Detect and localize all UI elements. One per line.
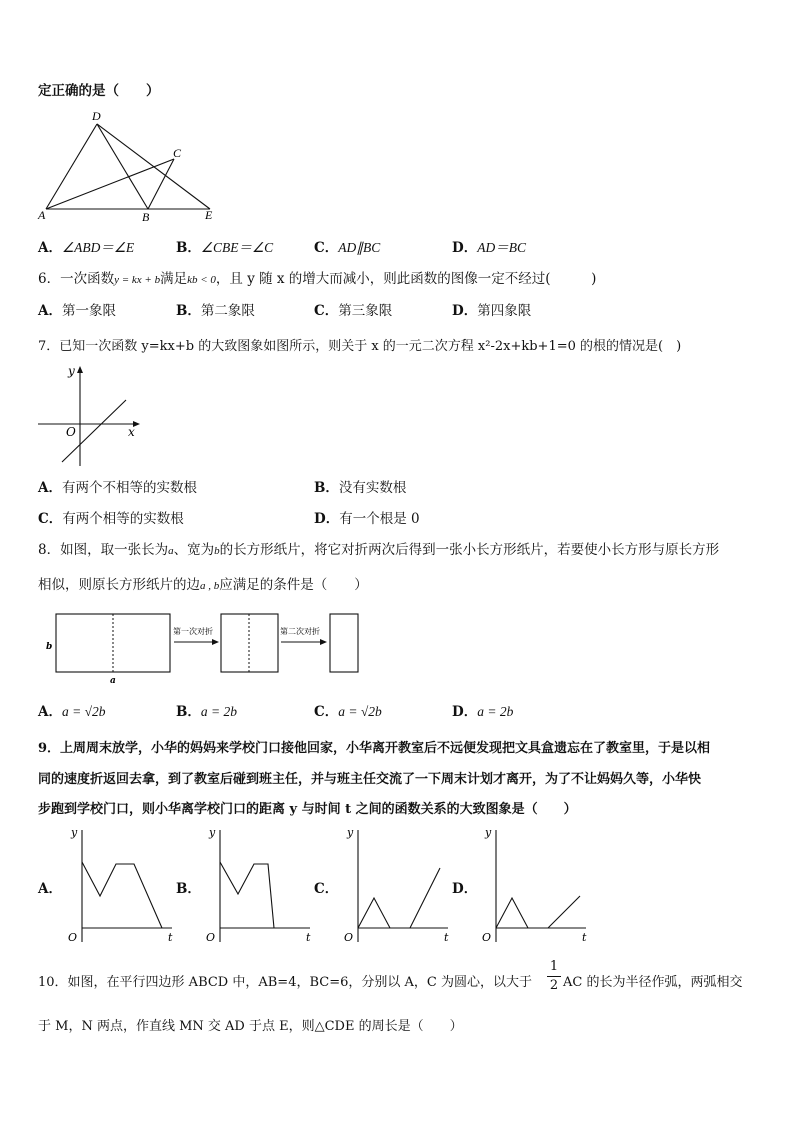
q5-option-b-key: B． [176, 240, 201, 256]
q9-stem-line-2: 同的速度折返回去拿，到了教室后碰到班主任，并与班主任交流了一下周末计划才离开，为了不让妈妈久等，小华快 [38, 772, 702, 787]
q8-stem-2a: 相似，则原长方形纸片的边 [38, 577, 200, 593]
q9-d-label-y: y [485, 826, 492, 839]
q7-option-d-text: 有一个根是 0 [339, 511, 420, 527]
q10-fraction-num: 1 [549, 959, 559, 974]
q6-option-c-text: 第三象限 [338, 303, 393, 319]
q9-a-label-o: O [68, 931, 78, 944]
q9-option-c-graph[interactable] [336, 824, 456, 946]
q9-c-label-y: y [347, 826, 354, 839]
q5-option-c[interactable] [314, 239, 380, 257]
q6-option-d-text: 第四象限 [477, 303, 532, 319]
q7-option-d-key: D． [314, 511, 340, 527]
q9-option-c-key[interactable]: C． [314, 881, 339, 897]
q9-stem-line-3: 步跑到学校门口，则小华离学校门口的距离 y 与时间 t 之间的函数关系的大致图象是（ ） [38, 802, 577, 817]
q7-option-a[interactable] [38, 479, 197, 497]
q5-option-d[interactable] [452, 239, 526, 257]
q8-option-b[interactable] [176, 703, 237, 721]
q10-fraction-bar [547, 976, 561, 977]
q5-option-d-text: AD＝BC [477, 240, 526, 255]
q6-option-b[interactable] [176, 302, 255, 320]
q8-option-b-text: a = 2b [200, 704, 238, 719]
q6-option-b-text: 第二象限 [200, 303, 255, 319]
q6-option-d-key: D． [452, 303, 478, 319]
q6-formula-1: y = kx + b [114, 274, 161, 286]
q8-stem-2b: 应满足的条件是（ ） [219, 577, 368, 593]
q7-label-o: O [66, 425, 76, 439]
q7-label-y: y [68, 364, 75, 378]
q6-stem [38, 270, 596, 289]
q7-option-b-text: 没有实数根 [338, 480, 407, 496]
q5-option-a[interactable] [38, 239, 134, 257]
q8-option-b-key: B． [176, 704, 201, 720]
q8-fold-1-label: 第一次对折 [173, 627, 213, 636]
q5-option-c-text: AD∥BC [338, 240, 381, 255]
q9-c-label-t: t [444, 931, 449, 944]
q6-option-a-key: A． [38, 303, 62, 319]
q5-label-b: B [142, 210, 150, 224]
q9-b-label-y: y [209, 826, 216, 839]
q8-option-c-key: C． [314, 704, 339, 720]
q5-label-a: A [38, 208, 46, 222]
q9-option-b-graph[interactable] [198, 824, 318, 946]
q7-stem: 7．已知一次函数 y=kx+b 的大致图象如图所示，则关于 x 的一元二次方程 x²-2x+kb+1=0 的根的情况是( ) [38, 339, 682, 354]
q8-option-c-text: a = √2b [338, 704, 382, 719]
q8-option-d[interactable] [452, 703, 513, 721]
q8-var-a: a [168, 545, 174, 557]
q6-option-c-key: C． [314, 303, 339, 319]
q7-option-b[interactable] [314, 479, 406, 497]
q5-label-e: E [205, 208, 213, 222]
q10-stem-line-1 [38, 974, 532, 992]
q8-option-d-key: D． [452, 704, 478, 720]
q6-option-c[interactable] [314, 302, 392, 320]
q8-stem-1a: 8．如图，取一张长为 [38, 542, 169, 558]
q10-fraction-den: 2 [549, 978, 559, 993]
q9-stem-line-1: 9．上周周末放学，小华的妈妈来学校门口接他回家，小华离开教室后不远便发现把文具盒遗忘在了教室里，于是以相 [38, 741, 711, 756]
q7-figure [36, 362, 146, 468]
q10-stem-line-2: 于 M，N 两点，作直线 MN 交 AD 于点 E，则△CDE 的周长是（ ） [38, 1019, 463, 1034]
q9-option-d-graph[interactable] [474, 824, 594, 946]
q7-option-a-text: 有两个不相等的实数根 [61, 480, 197, 496]
q8-option-a-text: a = √2b [61, 704, 106, 719]
q9-c-label-o: O [344, 931, 354, 944]
q9-option-a-graph[interactable] [60, 824, 180, 946]
q9-option-b-key[interactable]: B． [176, 881, 201, 897]
q5-option-b-text: ∠CBE＝∠C [200, 240, 274, 255]
q6-formula-2: kb < 0 [187, 274, 216, 286]
q9-b-label-o: O [206, 931, 216, 944]
q8-figure [40, 606, 370, 686]
q9-d-label-t: t [582, 931, 587, 944]
q5-option-a-text: ∠ABD＝∠E [61, 240, 135, 255]
q6-stem-b: 满足 [160, 271, 188, 287]
q5-stem-tail: 定正确的是（ ） [38, 83, 160, 99]
q8-label-b: b [46, 642, 53, 652]
q8-option-d-text: a = 2b [477, 704, 514, 719]
q7-option-c[interactable] [38, 510, 184, 528]
q10-stem-1a: 10．如图，在平行四边形 ABCD 中，AB=4，BC=6，分别以 A，C 为圆心，以大于 [38, 975, 532, 990]
q7-option-d[interactable] [314, 510, 420, 528]
q8-stem-1b: 、宽为 [173, 542, 215, 558]
q7-option-b-key: B． [314, 480, 339, 496]
q6-option-a-text: 第一象限 [61, 303, 116, 319]
q7-option-c-key: C． [38, 511, 63, 527]
q6-option-d[interactable] [452, 302, 531, 320]
q5-option-d-key: D． [452, 240, 478, 256]
q8-option-a-key: A． [38, 704, 62, 720]
q9-d-label-o: O [482, 931, 492, 944]
q7-option-c-text: 有两个相等的实数根 [62, 511, 184, 527]
q10-fraction [547, 959, 561, 994]
q5-label-c: C [173, 146, 182, 160]
q5-figure [36, 108, 222, 226]
q9-option-d-key[interactable]: D． [452, 881, 478, 897]
q9-a-label-t: t [168, 931, 173, 944]
q8-var-ab: a , b [200, 580, 220, 592]
q8-var-b: b [214, 545, 220, 557]
q5-option-b[interactable] [176, 239, 273, 257]
q6-option-b-key: B． [176, 303, 201, 319]
q9-b-label-t: t [306, 931, 311, 944]
q8-stem-1c: 的长方形纸片，将它对折两次后得到一张小长方形纸片，若要使小长方形与原长方形 [219, 542, 720, 558]
q6-option-a[interactable] [38, 302, 116, 320]
q9-a-label-y: y [71, 826, 78, 839]
q8-stem-line-2 [38, 576, 368, 595]
q6-stem-a: 6．一次函数 [38, 271, 115, 287]
q10-stem-line-1b: AC 的长为半径作弧，两弧相交 [563, 975, 743, 990]
q8-option-a[interactable] [38, 703, 106, 721]
q8-label-a: a [110, 676, 116, 686]
q7-label-x: x [128, 425, 135, 439]
q5-option-a-key: A． [38, 240, 62, 256]
q6-stem-c: ，且 y 随 x 的增大而减小，则此函数的图像一定不经过( ) [215, 271, 597, 287]
q8-fold-2-label: 第二次对折 [280, 627, 320, 636]
q5-option-c-key: C． [314, 240, 339, 256]
q8-stem-line-1 [38, 541, 719, 560]
q8-option-c[interactable] [314, 703, 382, 721]
q5-label-d: D [92, 109, 101, 123]
q9-option-a-key[interactable]: A． [38, 881, 62, 897]
q7-option-a-key: A． [38, 480, 62, 496]
